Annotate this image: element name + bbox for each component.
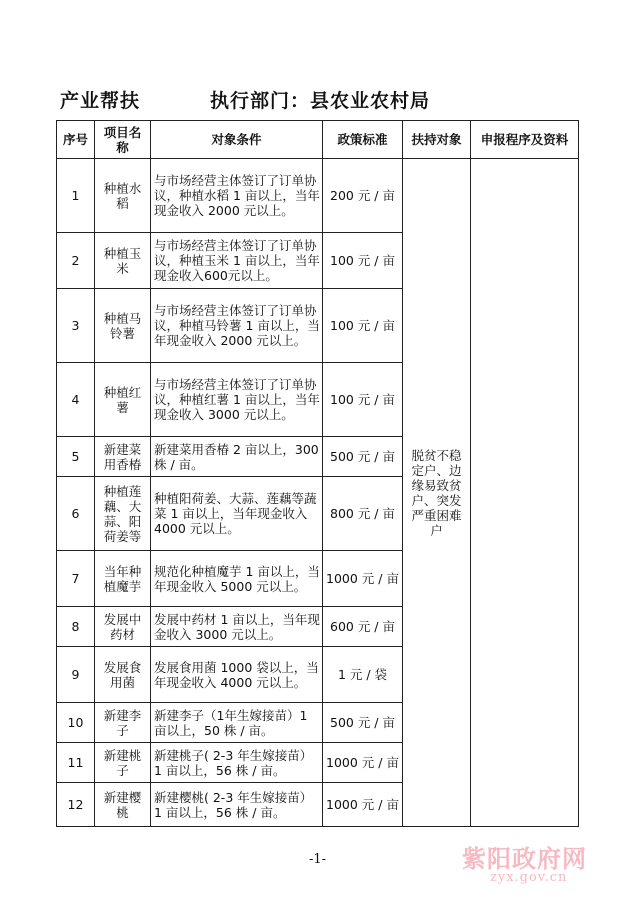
policy-standard: 800 元 / 亩 <box>323 477 403 551</box>
policy-standard: 200 元 / 亩 <box>323 159 403 233</box>
policy-standard: 500 元 / 亩 <box>323 703 403 743</box>
project-name: 新建李子 <box>95 703 151 743</box>
row-number: 9 <box>57 647 95 703</box>
policy-standard: 1000 元 / 亩 <box>323 551 403 607</box>
procedure-cell <box>471 159 579 827</box>
col-header-target: 扶持对象 <box>403 121 471 159</box>
condition-text: 与市场经营主体签订了订单协议，种植红薯 1 亩以上，当年现金收入 3000 元以上。 <box>151 363 323 437</box>
policy-standard: 500 元 / 亩 <box>323 437 403 477</box>
row-number: 4 <box>57 363 95 437</box>
project-name: 种植玉米 <box>95 233 151 289</box>
condition-text: 规范化种植魔芋 1 亩以上，当年现金收入 5000 元以上。 <box>151 551 323 607</box>
project-name: 发展中药材 <box>95 607 151 647</box>
section-title: 产业帮扶 <box>60 90 141 112</box>
row-number: 7 <box>57 551 95 607</box>
project-name: 新建桃子 <box>95 743 151 783</box>
condition-text: 新建菜用香椿 2 亩以上，300 株 / 亩。 <box>151 437 323 477</box>
page-header <box>60 86 431 113</box>
col-header-condition: 对象条件 <box>151 121 323 159</box>
watermark-site-name: 紫阳政府网 <box>462 845 587 873</box>
project-name: 发展食用菌 <box>95 647 151 703</box>
row-number: 2 <box>57 233 95 289</box>
condition-text: 发展中药材 1 亩以上，当年现金收入 3000 元以上。 <box>151 607 323 647</box>
row-number: 1 <box>57 159 95 233</box>
col-header-procedure: 申报程序及资料 <box>471 121 579 159</box>
row-number: 6 <box>57 477 95 551</box>
project-name: 种植红薯 <box>95 363 151 437</box>
row-number: 12 <box>57 783 95 827</box>
condition-text: 新建李子（1年生嫁接苗）1 亩以上，50 株 / 亩。 <box>151 703 323 743</box>
watermark-url: zyx.gov.cn <box>490 870 568 885</box>
policy-standard: 1 元 / 袋 <box>323 647 403 703</box>
project-name: 种植莲藕、大蒜、阳荷姜等 <box>95 477 151 551</box>
col-header-no: 序号 <box>57 121 95 159</box>
col-header-standard: 政策标准 <box>323 121 403 159</box>
project-name: 种植马铃薯 <box>95 289 151 363</box>
condition-text: 与市场经营主体签订了订单协议，种植马铃薯 1 亩以上，当年现金收入 2000 元以上。 <box>151 289 323 363</box>
col-header-name: 项目名称 <box>95 121 151 159</box>
row-number: 8 <box>57 607 95 647</box>
condition-text: 新建桃子( 2-3 年生嫁接苗）1 亩以上，56 株 / 亩。 <box>151 743 323 783</box>
policy-standard: 1000 元 / 亩 <box>323 743 403 783</box>
policy-standard: 100 元 / 亩 <box>323 289 403 363</box>
table-header-row <box>57 121 579 159</box>
support-target: 脱贫不稳定户、边缘易致贫户、突发严重困难户 <box>403 159 471 827</box>
policy-standard: 1000 元 / 亩 <box>323 783 403 827</box>
condition-text: 发展食用菌 1000 袋以上，当年现金收入 4000 元以上。 <box>151 647 323 703</box>
page-number: -1- <box>308 852 327 867</box>
row-number: 3 <box>57 289 95 363</box>
condition-text: 与市场经营主体签订了订单协议，种植玉米 1 亩以上，当年现金收入600元以上。 <box>151 233 323 289</box>
policy-standard: 600 元 / 亩 <box>323 607 403 647</box>
row-number: 11 <box>57 743 95 783</box>
department-label: 执行部门：县农业农村局 <box>210 90 431 112</box>
condition-text: 新建樱桃( 2-3 年生嫁接苗）1 亩以上，56 株 / 亩。 <box>151 783 323 827</box>
project-name: 新建菜用香椿 <box>95 437 151 477</box>
project-name: 新建樱桃 <box>95 783 151 827</box>
project-name: 当年种植魔芋 <box>95 551 151 607</box>
condition-text: 种植阳荷姜、大蒜、莲藕等蔬菜 1 亩以上，当年现金收入 4000 元以上。 <box>151 477 323 551</box>
row-number: 5 <box>57 437 95 477</box>
project-name: 种植水稻 <box>95 159 151 233</box>
policy-standard: 100 元 / 亩 <box>323 233 403 289</box>
policy-standard: 100 元 / 亩 <box>323 363 403 437</box>
condition-text: 与市场经营主体签订了订单协议，种植水稻 1 亩以上，当年现金收入 2000 元以上。 <box>151 159 323 233</box>
policy-table <box>56 120 579 827</box>
row-number: 10 <box>57 703 95 743</box>
table-row <box>57 159 579 233</box>
